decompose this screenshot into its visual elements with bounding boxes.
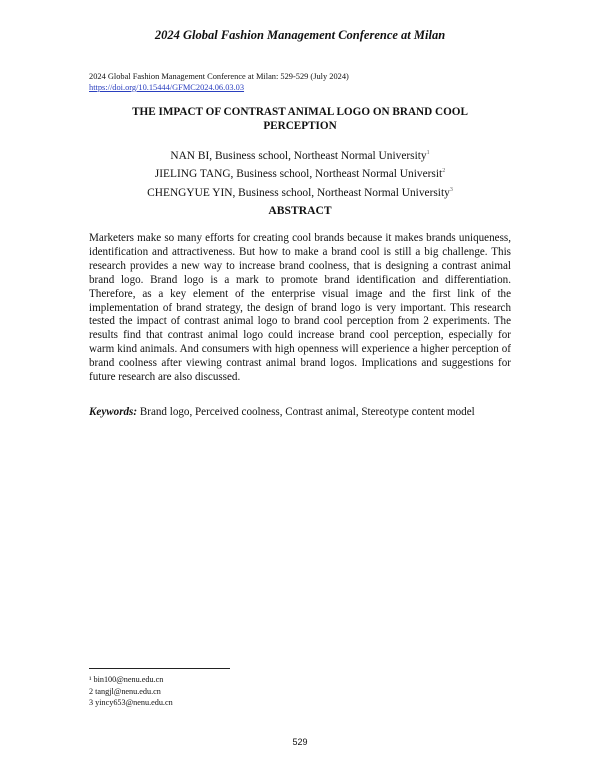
author-line — [89, 146, 511, 164]
footnotes — [89, 674, 173, 709]
running-header: 2024 Global Fashion Management Conference at Milan — [154, 28, 446, 42]
author-text: JIELING TANG, Business school, Northeast Normal Universit — [154, 168, 443, 181]
keywords-text: Brand logo, Perceived coolness, Contrast animal, Stereotype content model — [137, 406, 475, 418]
abstract-heading: ABSTRACT — [268, 204, 332, 217]
keywords-label: Keywords: — [89, 406, 138, 418]
paper-title — [89, 106, 511, 133]
footnote-mark: 1 — [426, 150, 430, 156]
paper-title-line-1: THE IMPACT OF CONTRAST ANIMAL LOGO ON BRAND COOL — [132, 106, 468, 118]
doi-link[interactable]: https://doi.org/10.15444/GFMC2024.06.03.03 — [89, 83, 245, 92]
footnote-item: 3 yincy653@nenu.edu.cn — [89, 698, 173, 707]
footnote-item: 2 tangjl@nenu.edu.cn — [89, 686, 161, 696]
page-number: 529 — [292, 737, 308, 747]
keywords-line — [89, 406, 511, 418]
citation-block — [89, 71, 349, 93]
author-list — [89, 146, 511, 201]
author-line — [89, 164, 511, 182]
footnote-mark: 3 — [449, 186, 453, 193]
citation-line: 2024 Global Fashion Management Conference at Milan: 529-529 (July 2024) — [89, 72, 349, 81]
footnote-divider — [89, 668, 230, 669]
paper-title-line-2: PERCEPTION — [263, 119, 337, 132]
author-line — [89, 183, 511, 201]
footnote-item: ¹ bin100@nenu.edu.cn — [89, 675, 164, 684]
footnote-mark: 2 — [442, 168, 446, 175]
author-text: CHENGYUE YIN, Business school, Northeast Normal University — [147, 186, 450, 199]
author-text: NAN BI, Business school, Northeast Normal University — [170, 149, 427, 162]
abstract-body: Marketers make so many efforts for creating cool brands because it makes brands uniqueness, identification and attractiveness. But how to make a brand cool is still a big challenge. This research provides a new way to increase brand coolness, that is designing a contrast animal brand logo. Brand logo is a mark to promote brand identification and differentiation. Therefore, as a key element of the enterprise visual image and the first link of the implementation of brand strategy, the design of brand logo is very important. This research tested the impact of contrast animal logo to brand cool perception from 2 experiments. The results find that contrast animal logo could increase brand cool perception, especially for warm kind animals. And consumers with high openness will experience a higher perception of brand coolness after viewing contrast animal brand logos. Implications and suggestions for future research are also discussed. — [89, 232, 511, 384]
